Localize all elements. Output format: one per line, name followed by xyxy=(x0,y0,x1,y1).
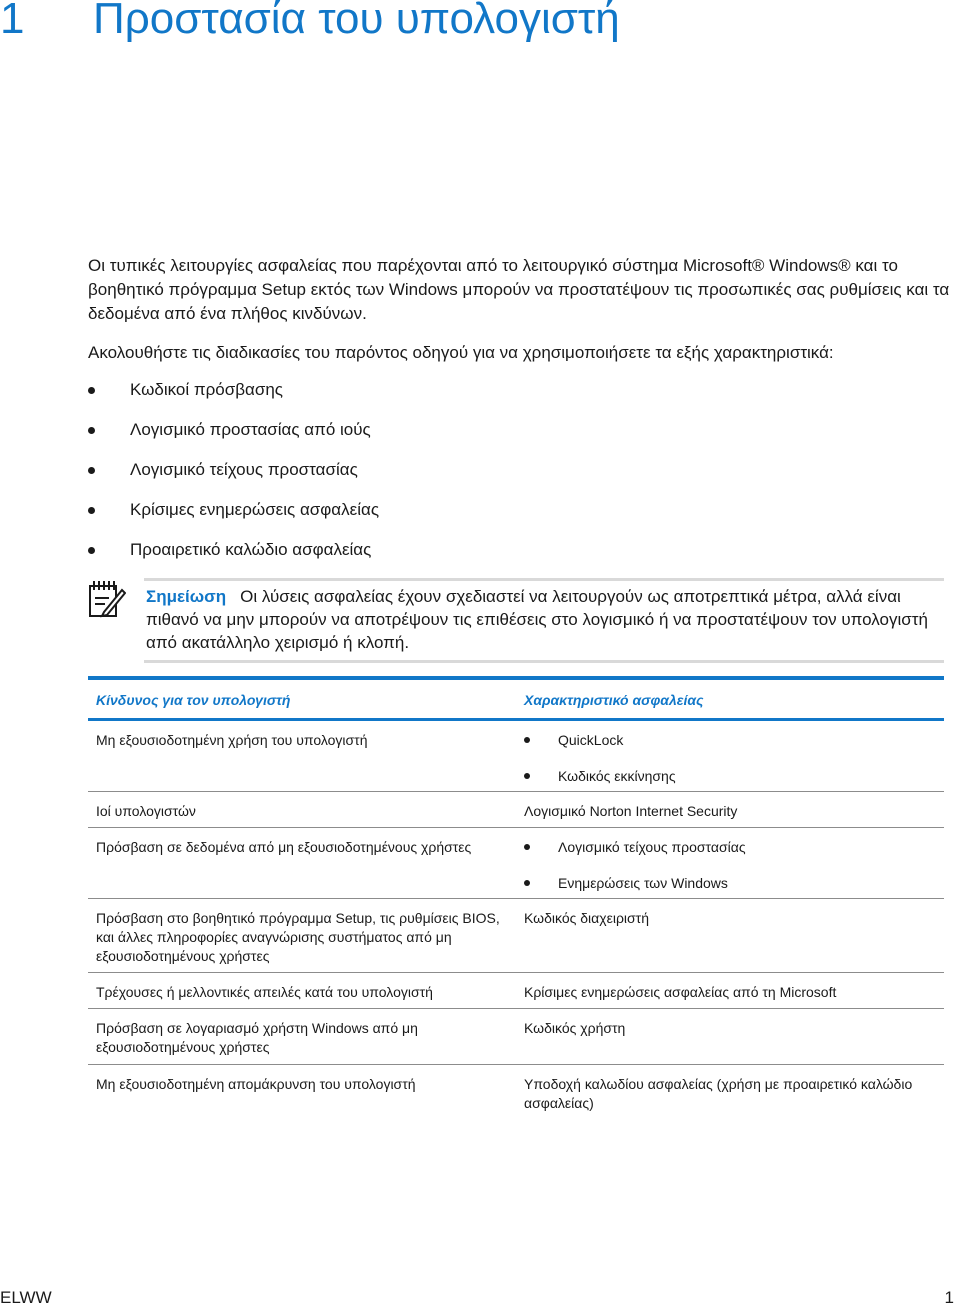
table-row xyxy=(88,721,944,792)
table-row xyxy=(88,1009,944,1065)
list-item: Κωδικοί πρόσβασης xyxy=(88,376,379,416)
list-item: Κρίσιμες ενημερώσεις ασφαλείας xyxy=(88,496,379,536)
feature-list xyxy=(88,376,379,576)
table-header xyxy=(88,676,944,721)
risk-cell: Μη εξουσιοδοτημένη απομάκρυνση του υπολογιστή xyxy=(96,1076,416,1092)
list-item: Προαιρετικό καλώδιο ασφαλείας xyxy=(88,536,379,576)
table-row xyxy=(88,1065,944,1117)
list-item: Ενημερώσεις των Windows xyxy=(524,874,924,910)
security-table xyxy=(88,676,944,1117)
note-text: Οι λύσεις ασφαλείας έχουν σχεδιαστεί να λειτουργούν ως αποτρεπτικά μέτρα, αλλά είναι πιθανό να μην μπορούν να αποτρέψουν τις επιθέσεις στο λογισμικό ή να προστατέψουν τον υπολογιστή από ακατάλληλο χειρισμό ή κλοπή. xyxy=(146,587,928,652)
risk-cell: Πρόσβαση σε λογαριασμό χρήστη Windows από μη εξουσιοδοτημένους χρήστες xyxy=(96,1020,418,1055)
chapter-number: 1 xyxy=(0,0,25,43)
feature-cell: Λογισμικό Norton Internet Security xyxy=(524,803,738,819)
header-risk: Κίνδυνος για τον υπολογιστή xyxy=(96,692,291,708)
note-block xyxy=(146,585,946,654)
lead-paragraph: Ακολουθήστε τις διαδικασίες του παρόντος οδηγού για να χρησιμοποιήσετε τα εξής χαρακτηριστικά: xyxy=(88,343,834,362)
risk-cell: Ιοί υπολογιστών xyxy=(96,803,196,819)
risk-cell: Τρέχουσες ή μελλοντικές απειλές κατά του υπολογιστή xyxy=(96,984,433,1000)
risk-cell: Πρόσβαση στο βοηθητικό πρόγραμμα Setup, τις ρυθμίσεις BIOS, και άλλες πληροφορίες αναγνώρισης συστήματος από μη εξουσιοδοτημένους χρήστες xyxy=(96,910,500,964)
list-item: Λογισμικό τείχους προστασίας xyxy=(88,456,379,496)
table-row xyxy=(88,899,944,973)
note-top-rule xyxy=(144,578,944,581)
chapter-heading xyxy=(0,0,620,44)
note-label: Σημείωση xyxy=(146,587,227,606)
list-item: QuickLock xyxy=(524,731,924,767)
risk-cell: Πρόσβαση σε δεδομένα από μη εξουσιοδοτημένους χρήστες xyxy=(96,839,472,855)
footer-left: ELWW xyxy=(0,1288,52,1307)
note-bottom-rule xyxy=(144,660,944,663)
risk-cell: Μη εξουσιοδοτημένη χρήση του υπολογιστή xyxy=(96,732,368,748)
table-row xyxy=(88,792,944,828)
feature-cell: Υποδοχή καλωδίου ασφαλείας (χρήση με προαιρετικό καλώδιο ασφαλείας) xyxy=(524,1076,913,1111)
list-item: Κωδικός εκκίνησης xyxy=(524,767,924,803)
page-number: 1 xyxy=(944,1288,954,1307)
table-row xyxy=(88,973,944,1009)
header-feature: Χαρακτηριστικό ασφαλείας xyxy=(524,692,704,708)
feature-cell: Κωδικός χρήστη xyxy=(524,1020,626,1036)
list-item: Λογισμικό τείχους προστασίας xyxy=(524,838,924,874)
note-pad-icon xyxy=(88,578,126,618)
intro-paragraph: Οι τυπικές λειτουργίες ασφαλείας που παρέχονται από το λειτουργικό σύστημα Microsoft® Windows® και το βοηθητικό πρόγραμμα Setup εκτός των Windows μπορούν να προστατέψουν τις προσωπικές σας ρυθμίσεις και τα δεδομένα από ένα πλήθος κινδύνων. xyxy=(88,256,950,323)
list-item: Λογισμικό προστασίας από ιούς xyxy=(88,416,379,456)
table-row xyxy=(88,828,944,899)
feature-cell: Κρίσιμες ενημερώσεις ασφαλείας από τη Microsoft xyxy=(524,984,837,1000)
chapter-title: Προστασία του υπολογιστή xyxy=(93,0,620,43)
feature-cell: Κωδικός διαχειριστή xyxy=(524,910,649,926)
